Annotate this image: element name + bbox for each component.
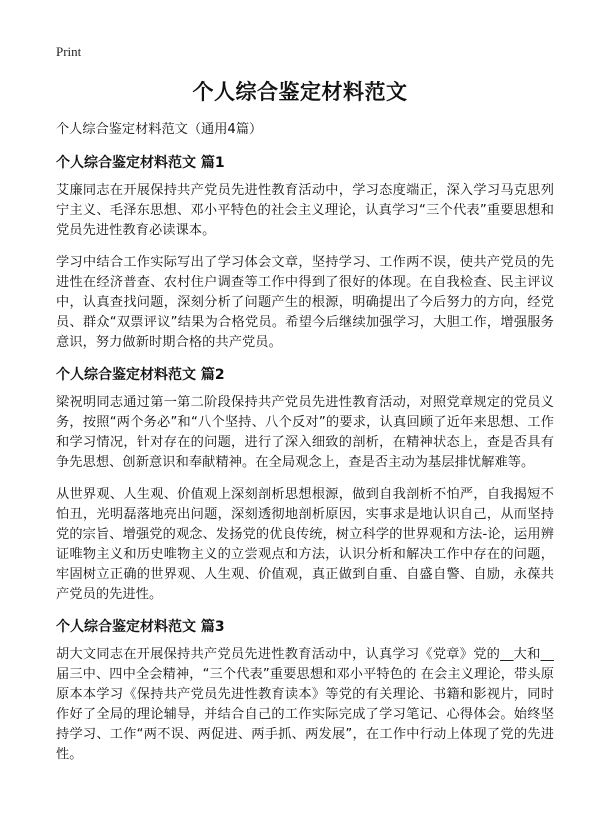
section-2 — [56, 365, 554, 605]
page-title: 个人综合鉴定材料范文 — [192, 80, 408, 104]
document-subtitle: 个人综合鉴定材料范文（通用4篇） — [56, 122, 263, 137]
paragraph: 梁祝明同志通过第一第二阶段保持共产党员先进性教育活动，对照党章规定的党员义务，按照“两个务必”和“八个坚持、八个反对”的要求，认真回顾了近年来思想、工作和学习情况，针对存在的问题，进行了深入细致的剖析，在精神状态上，查是否具有争先思想、创新意识和奉献精神。在全局观念上，查是否主动为基层排忧解难等。 — [56, 395, 554, 470]
section-heading: 个人综合鉴定材料范文 篇1 — [56, 155, 225, 171]
section-heading: 个人综合鉴定材料范文 篇3 — [56, 619, 225, 635]
paragraph: 艾廉同志在开展保持共产党员先进性教育活动中，学习态度端正，深入学习马克思列宁主义、毛泽东思想、邓小平特色的社会主义理论，认真学习“三个代表”重要思想和党员先进性教育必读课本。 — [56, 183, 554, 238]
paragraph: 从世界观、人生观、价值观上深刻剖析思想根源，做到自我剖析不怕严，自我揭短不怕丑，光明磊落地亮出问题，深刻透彻地剖析原因，实事求是地认识自己，从而坚持党的宗旨、增强党的观念、发扬党的优良传统，树立科学的世界观和方法-论，运用辨证唯物主义和历史唯物主义的立尝观点和方法，认识分析和解决工作中存在的问题，牢固树立正确的世界观、人生观、价值观，真正做到自重、自盛自警、自励，永葆共产党员的先进性。 — [56, 487, 554, 602]
document-body — [56, 120, 554, 777]
print-link[interactable]: Print — [56, 44, 82, 59]
paragraph: 胡大文同志在开展保持共产党员先进性教育活动中，认真学习《党章》党的__大和__届三中、四中全会精神，“三个代表”重要思想和邓小平特色的 在会主义理论，带头原原本本学习《保持共产党员先进性教育读本》等党的有关理论、书籍和影视片，同时作好了全局的理论辅导，并结合自己的工作实际完成了学习笔记、心得体会。始终坚持学习、工作“两不误、两促进、两手抓、两发展”，在工作中行动上体现了党的先进性。 — [56, 647, 554, 762]
section-3 — [56, 617, 554, 765]
section-heading: 个人综合鉴定材料范文 篇2 — [56, 367, 225, 383]
section-1 — [56, 153, 554, 353]
paragraph: 学习中结合工作实际写出了学习体会文章，坚持学习、工作两不误，使共产党员的先进性在经济普查、农村住户调查等工作中得到了很好的体现。在自我检查、民主评议中，认真查找问题，深刻分析了问题产生的根源，明确提出了今后努力的方向，经党员、群众“双票评议”结果为合格党员。希望今后继续加强学习，大胆工作，增强服务意识，努力做新时期合格的共产党员。 — [56, 255, 554, 350]
